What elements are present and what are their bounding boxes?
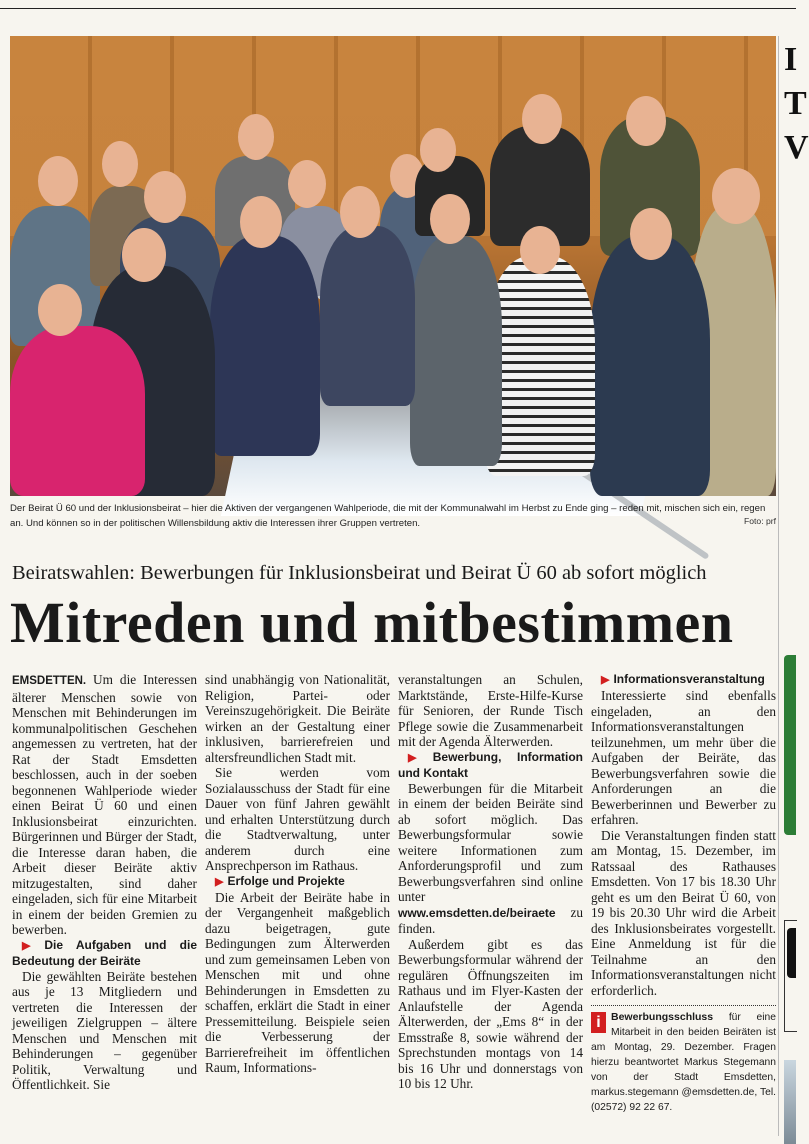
article-kicker: Beiratswahlen: Bewerbungen für Inklusionsbeirat und Beirat Ü 60 ab sofort möglich	[12, 562, 707, 584]
article-column-1	[12, 672, 197, 1093]
paragraph: Interessierte sind ebenfalls eingeladen, an den Informationsveranstaltungen teilzunehmen, um mehr über die Aufgaben der Beiräte, das Bewerbungsverfahren sowie die Anforderungen an die Bewerberinnen und Bewerber zu erfahren.	[591, 688, 776, 827]
person-head	[626, 96, 666, 146]
dateline: EMSDETTEN.	[12, 675, 87, 687]
person-head	[420, 128, 456, 172]
article-column-3	[398, 672, 583, 1092]
person-head	[144, 171, 186, 223]
person-head	[712, 168, 760, 224]
neighbour-headline-fragment: T	[784, 85, 807, 122]
neighbour-green-graphic	[784, 655, 796, 835]
person-head	[522, 94, 562, 144]
article-column-2	[205, 672, 390, 1076]
paragraph-text: Bewerbungen für die Mitarbeit in einem der beiden Beiräte sind ab sofort möglich. Das Bewerbungsformular sowie weitere Informationen zum Anforderungsprofil und zum Bewerbungsverfahren sind online unter	[398, 780, 583, 904]
top-rule	[0, 8, 796, 9]
paragraph	[12, 672, 197, 938]
neighbour-headline-fragment: I	[784, 41, 798, 78]
person	[10, 326, 145, 496]
person-head	[122, 228, 166, 282]
paragraph-text: zu finden.	[398, 904, 583, 936]
neighbour-black-graphic	[787, 928, 796, 978]
triangle-bullet-icon: ▶	[215, 875, 224, 888]
person	[590, 236, 710, 496]
subheading	[398, 750, 583, 781]
dotted-divider	[591, 1005, 776, 1006]
triangle-bullet-icon: ▶	[601, 674, 610, 686]
info-box-text: für eine Mitarbeit in den beiden Beiräten ist am Montag, 29. Dezember. Fragen hierzu beantwortet Markus Stegemann von der Stadt Emsdetten, markus.stegemann @emsdetten.de, Tel. (02572) 92 22 67.	[591, 1012, 776, 1113]
website-link[interactable]: www.emsdetten.de/beiraete	[398, 905, 556, 920]
paragraph: veranstaltungen an Schulen, Marktstände, Erste-Hilfe-Kurse für Senioren, der Runde Tisch Pflege sowie die Zusammenarbeit mit der Agenda Älterwerden.	[398, 672, 583, 749]
info-box-title: Bewerbungsschluss	[611, 1011, 714, 1023]
person	[410, 236, 502, 466]
person	[210, 236, 320, 456]
paragraph: Die Arbeit der Beiräte habe in der Vergangenheit maßgeblich dazu beigetragen, gute Bedingungen zum Älterwerden und zum gemeinsamen Leben von Menschen mit und ohne Behinderungen in Emsdetten zu schaffen, erklärt die Stadt in einer Pressemitteilung. Beispiele seien die Verbesserung der Barrierefreiheit im öffentlichen Raum, Informations-	[205, 889, 390, 1075]
paragraph-text: Um die Interessen älterer Menschen sowie von Menschen mit Behinderungen im kommunalpolitischen Geschehen angemessen zu vertreten, hat der Rat der Stadt Emsdetten beschlossen, auch in der soeben begonnenen Wahlperiode wieder einen Beirat Ü 60 und einen Inklusionsbeirat einzurichten. Bürgerinnen und Bürger der Stadt, die Interesse daran haben, die Arbeit dieser Beiräte aktiv mitzugestalten, sind daher eingeladen, sich für eine Mitarbeit in einem der beiden Gremien zu bewerben.	[12, 672, 197, 937]
person	[320, 226, 415, 406]
subheading-text: Bewerbung, Information und Kontakt	[398, 749, 583, 780]
person-head	[340, 186, 380, 238]
triangle-bullet-icon: ▶	[22, 939, 41, 952]
subheading-text: Die Aufgaben und die Bedeutung der Beiräte	[12, 937, 197, 968]
info-box	[591, 1010, 776, 1115]
article-headline: Mitreden und mitbestimmen	[10, 590, 734, 655]
group-photo	[10, 36, 776, 496]
paragraph: Die gewählten Beiräte bestehen aus je 13 Mitgliedern und vertreten die Interessen der jeweiligen Zielgruppen – ältere Menschen und Menschen mit Behinderungen – gegenüber Politik, Verwaltung und Öffentlichkeit. Sie	[12, 968, 197, 1092]
subheading	[205, 874, 390, 890]
neighbour-headline-fragment: V	[784, 129, 809, 166]
column-divider	[778, 36, 779, 1136]
person-head	[288, 160, 326, 208]
person-head	[430, 194, 470, 244]
subheading-text: Informationsveranstaltung	[613, 672, 765, 686]
person-head	[240, 196, 282, 248]
person-head	[38, 284, 82, 336]
person-head	[630, 208, 672, 260]
photo-credit: Foto: prf	[744, 516, 776, 526]
paragraph: Sie werden vom Sozialausschuss der Stadt für eine Dauer von fünf Jahren gewählt und erhalten Unterstützung durch die Stadtverwaltung, unter anderem durch eine Ansprechperson im Rathaus.	[205, 765, 390, 873]
paragraph	[398, 781, 583, 937]
person-head	[520, 226, 560, 274]
person-head	[238, 114, 274, 160]
paragraph: Außerdem gibt es das Bewerbungsformular während der regulären Öffnungszeiten im Rathaus und im Flyer-Kasten der Anlaufstelle der Agenda Älterwerden, der „Ems 8“ in der Emsstraße 8, sowie während der Sprechstunden montags von 14 bis 16 Uhr und donnerstags von 10 bis 12 Uhr.	[398, 936, 583, 1091]
triangle-bullet-icon: ▶	[408, 751, 429, 764]
info-icon: i	[591, 1012, 606, 1033]
paragraph: Die Veranstaltungen finden statt am Montag, 15. Dezember, im Ratssaal des Rathauses Emsdetten. Von 17 bis 18.30 Uhr geht es um den Beirat Ü 60, von 19 bis 20.30 Uhr wird die Arbeit des Inklusionsbeirates vorgestellt. Eine Anmeldung ist für die Teilnahme an den Informationsveranstaltungen nicht erforderlich.	[591, 827, 776, 998]
paragraph: sind unabhängig von Nationalität, Religion, Partei- oder Vereinszugehörigkeit. Die Beiräte wirken an der Gestaltung einer inklusiven, barrierefreien und altersfreundlichen Stadt mit.	[205, 672, 390, 765]
subheading	[591, 672, 776, 688]
neighbour-photo	[784, 1060, 796, 1144]
subheading-text: Erfolge und Projekte	[227, 873, 345, 888]
person-head	[102, 141, 138, 187]
subheading	[12, 938, 197, 969]
article-column-4	[591, 672, 776, 1115]
photo-caption: Der Beirat Ü 60 und der Inklusionsbeirat – hier die Aktiven der vergangenen Wahlperiode, die mit der Kommunalwahl im Herbst zu Ende ging – reden mit, mischen sich ein, regen an. Und können so in der politischen Willensbildung aktiv die Interessen ihrer Gruppen vertreten.	[10, 503, 766, 529]
person-head	[38, 156, 78, 206]
